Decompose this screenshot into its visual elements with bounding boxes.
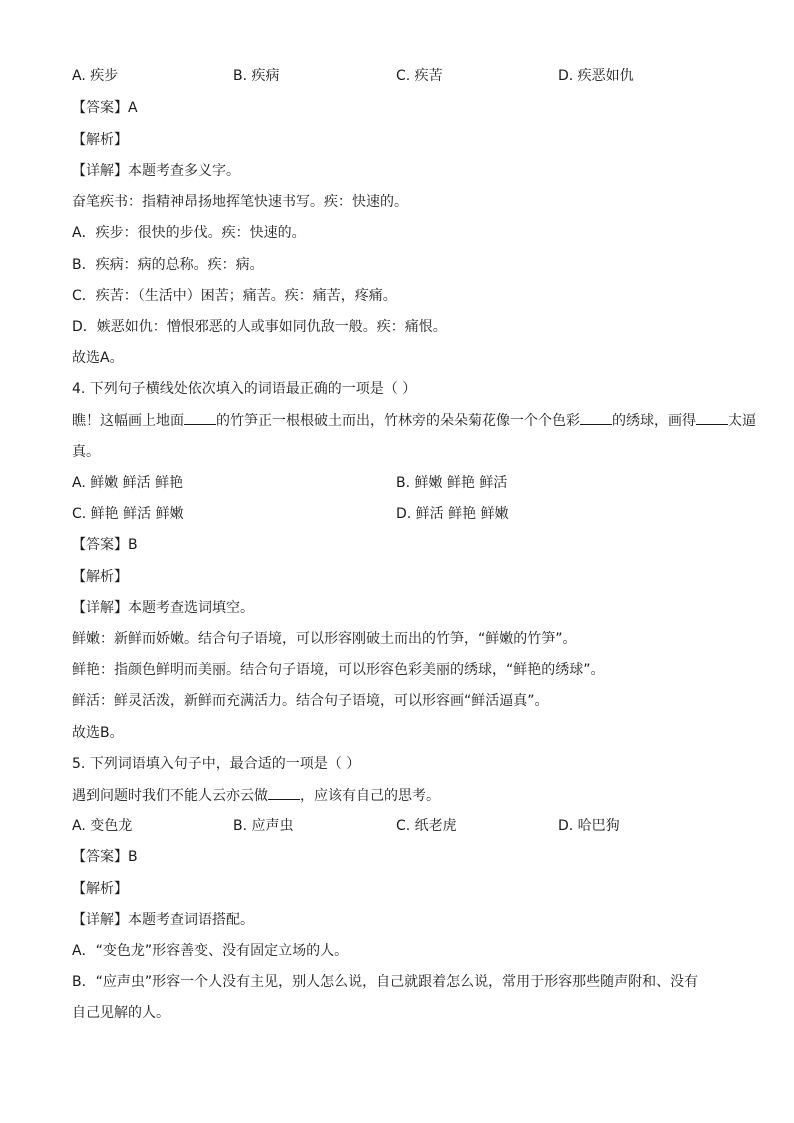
q5-sentence-part-1: 遇到问题时我们不能人云亦云做 [72, 788, 268, 804]
blank-line [580, 410, 612, 425]
q4-line-3: 鲜活：鲜灵活泼，新鲜而充满活力。结合句子语境，可以形容画“鲜活逼真”。 [72, 693, 549, 709]
q4-option-b: B. 鲜嫩 鲜艳 鲜活 [396, 475, 508, 491]
q4-line-2: 鲜艳：指颜色鲜明而美丽。结合句子语境，可以形容色彩美丽的绣球，“鲜艳的绣球”。 [72, 662, 605, 678]
q5-line-1: A．“变色龙”形容善变、没有固定立场的人。 [72, 943, 349, 959]
q5-line-3: 自己见解的人。 [72, 1005, 170, 1021]
q5-option-b: B. 应声虫 [233, 818, 294, 834]
q4-line-4: 故选B。 [72, 725, 124, 741]
q3-line-1: 奋笔疾书：指精神昂扬地挥笔快速书写。疾：快速的。 [72, 194, 408, 210]
q4-sentence-end: 真。 [72, 444, 100, 460]
blank-line [184, 410, 216, 425]
blank-line [696, 410, 728, 425]
q5-option-d: D. 哈巴狗 [558, 818, 620, 834]
q4-sentence-part-4: 太逼 [728, 413, 756, 429]
q5-option-a: A. 变色龙 [72, 818, 133, 834]
q4-line-1: 鲜嫩：新鲜而娇嫩。结合句子语境，可以形容刚破土而出的竹笋，“鲜嫩的竹笋”。 [72, 631, 577, 647]
q3-option-d: D. 疾恶如仇 [558, 68, 634, 84]
q4-sentence-part-3: 的绣球，画得 [612, 413, 696, 429]
q4-answer: 【答案】B [72, 537, 138, 553]
q3-line-5: D．嫉恶如仇：憎恨邪恶的人或事如同仇敌一般。疾：痛恨。 [72, 319, 447, 335]
q3-line-3: B．疾病：病的总称。疾：病。 [72, 257, 264, 273]
q5-option-c: C. 纸老虎 [396, 818, 457, 834]
q5-line-2: B．“应声虫”形容一个人没有主见，别人怎么说，自己就跟着怎么说，常用于形容那些随声附和、没有 [72, 974, 699, 990]
q4-sentence [72, 410, 756, 431]
q3-option-b: B. 疾病 [233, 68, 280, 84]
q4-option-a: A. 鲜嫩 鲜活 鲜艳 [72, 475, 184, 491]
q4-sentence-part-2: 的竹笋正一根根破土而出，竹林旁的朵朵菊花像一个个色彩 [216, 413, 580, 429]
q4-detail: 【详解】本题考查选词填空。 [72, 600, 254, 616]
q5-detail: 【详解】本题考查词语搭配。 [72, 912, 254, 928]
q4-option-d: D. 鲜活 鲜艳 鲜嫩 [396, 506, 509, 522]
q3-line-2: A．疾步：很快的步伐。疾：快速的。 [72, 225, 306, 241]
blank-line [268, 785, 300, 800]
q5-analysis-heading: 【解析】 [72, 881, 128, 897]
q5-answer: 【答案】B [72, 849, 138, 865]
q4-analysis-heading: 【解析】 [72, 569, 128, 585]
q3-option-c: C. 疾苦 [396, 68, 443, 84]
q4-stem: 4. 下列句子横线处依次填入的词语最正确的一项是（ ） [72, 381, 417, 397]
q3-detail: 【详解】本题考查多义字。 [72, 163, 240, 179]
q4-sentence-part-1: 瞧！这幅画上地面 [72, 413, 184, 429]
q5-sentence-part-2: ，应该有自己的思考。 [300, 788, 440, 804]
q4-option-c: C. 鲜艳 鲜活 鲜嫩 [72, 506, 184, 522]
q3-line-6: 故选A。 [72, 350, 124, 366]
q3-analysis-heading: 【解析】 [72, 132, 128, 148]
q5-sentence [72, 785, 440, 806]
q3-option-a: A. 疾步 [72, 68, 119, 84]
q5-stem: 5. 下列词语填入句子中，最合适的一项是（ ） [72, 756, 361, 772]
q3-line-4: C．疾苦：（生活中）困苦；痛苦。疾：痛苦，疼痛。 [72, 288, 397, 304]
q3-answer: 【答案】A [72, 100, 138, 116]
